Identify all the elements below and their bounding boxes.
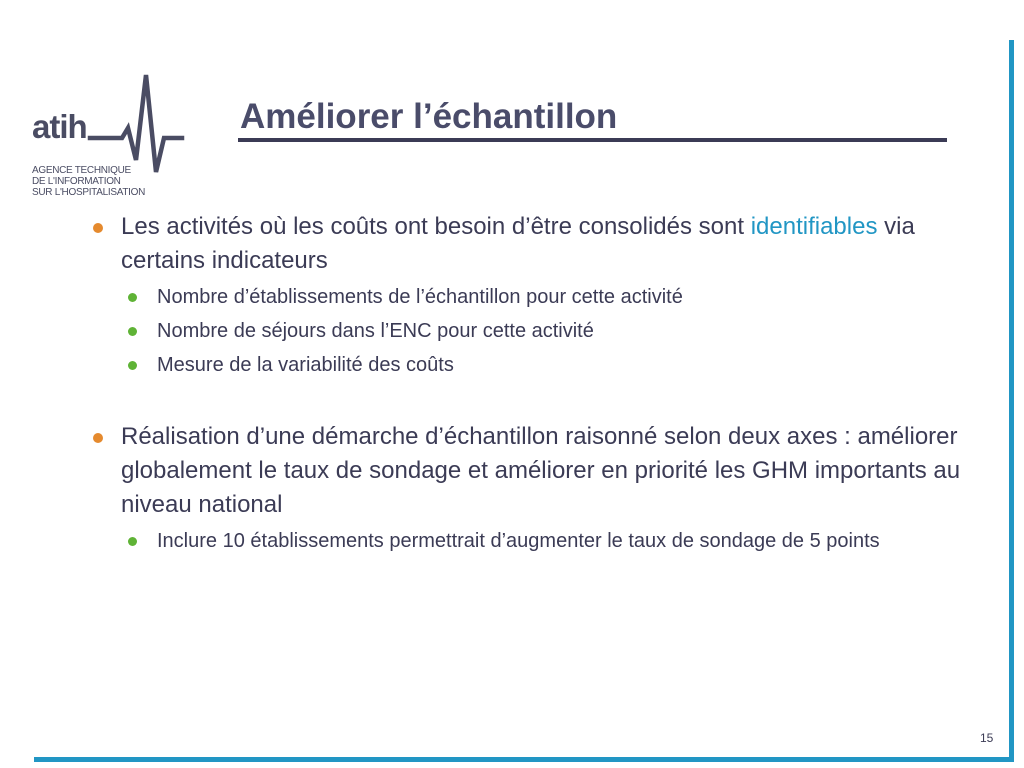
logo-subtitle	[32, 165, 145, 198]
sub-bullet-item	[90, 317, 970, 346]
slide-title: Améliorer l’échantillon	[240, 97, 618, 136]
slide-frame-right	[1009, 40, 1014, 762]
sub-bullet-text: Mesure de la variabilité des coûts	[157, 354, 454, 376]
slide-frame-bottom	[34, 757, 1014, 762]
page-number: 15	[980, 731, 994, 745]
sub-bullet-dot-icon	[128, 361, 137, 370]
sub-bullet-text: Nombre d’établissements de l’échantillon pour cette activité	[157, 286, 683, 308]
bullet-spacer	[90, 380, 970, 420]
bullet-dot-icon	[93, 223, 103, 233]
sub-bullet-item	[90, 351, 970, 380]
logo-wordmark: atih	[32, 108, 87, 145]
bullet-text: via certains indicateurs	[121, 213, 915, 274]
logo-subtitle-line: AGENCE TECHNIQUE	[32, 165, 131, 176]
bullet-dot-icon	[93, 433, 103, 443]
sub-bullet-text: Inclure 10 établissements permettrait d’augmenter le taux de sondage de 5 points	[157, 530, 880, 552]
sub-bullet-dot-icon	[128, 327, 137, 336]
sub-bullet-text: Nombre de séjours dans l’ENC pour cette activité	[157, 320, 594, 342]
bullet-text: Réalisation d’une démarche d’échantillon raisonné selon deux axes : améliorer globalement le taux de sondage et améliorer en priorité les GHM importants au niveau national	[121, 423, 961, 518]
title-underline	[238, 138, 947, 142]
sub-bullet-item	[90, 283, 970, 312]
bullet-text: Les activités où les coûts ont besoin d’être consolidés sont	[121, 213, 751, 240]
bullet-accent-text: identifiables	[750, 213, 878, 240]
atih-logo	[28, 72, 188, 202]
logo-subtitle-line: SUR L'HOSPITALISATION	[32, 187, 146, 198]
bullet-item	[90, 420, 970, 522]
sub-bullet-dot-icon	[128, 293, 137, 302]
sub-bullet-item	[90, 527, 970, 556]
logo-subtitle-line: DE L'INFORMATION	[32, 176, 121, 187]
bullet-item	[90, 210, 970, 278]
sub-bullet-dot-icon	[128, 537, 137, 546]
slide-content	[90, 210, 970, 556]
